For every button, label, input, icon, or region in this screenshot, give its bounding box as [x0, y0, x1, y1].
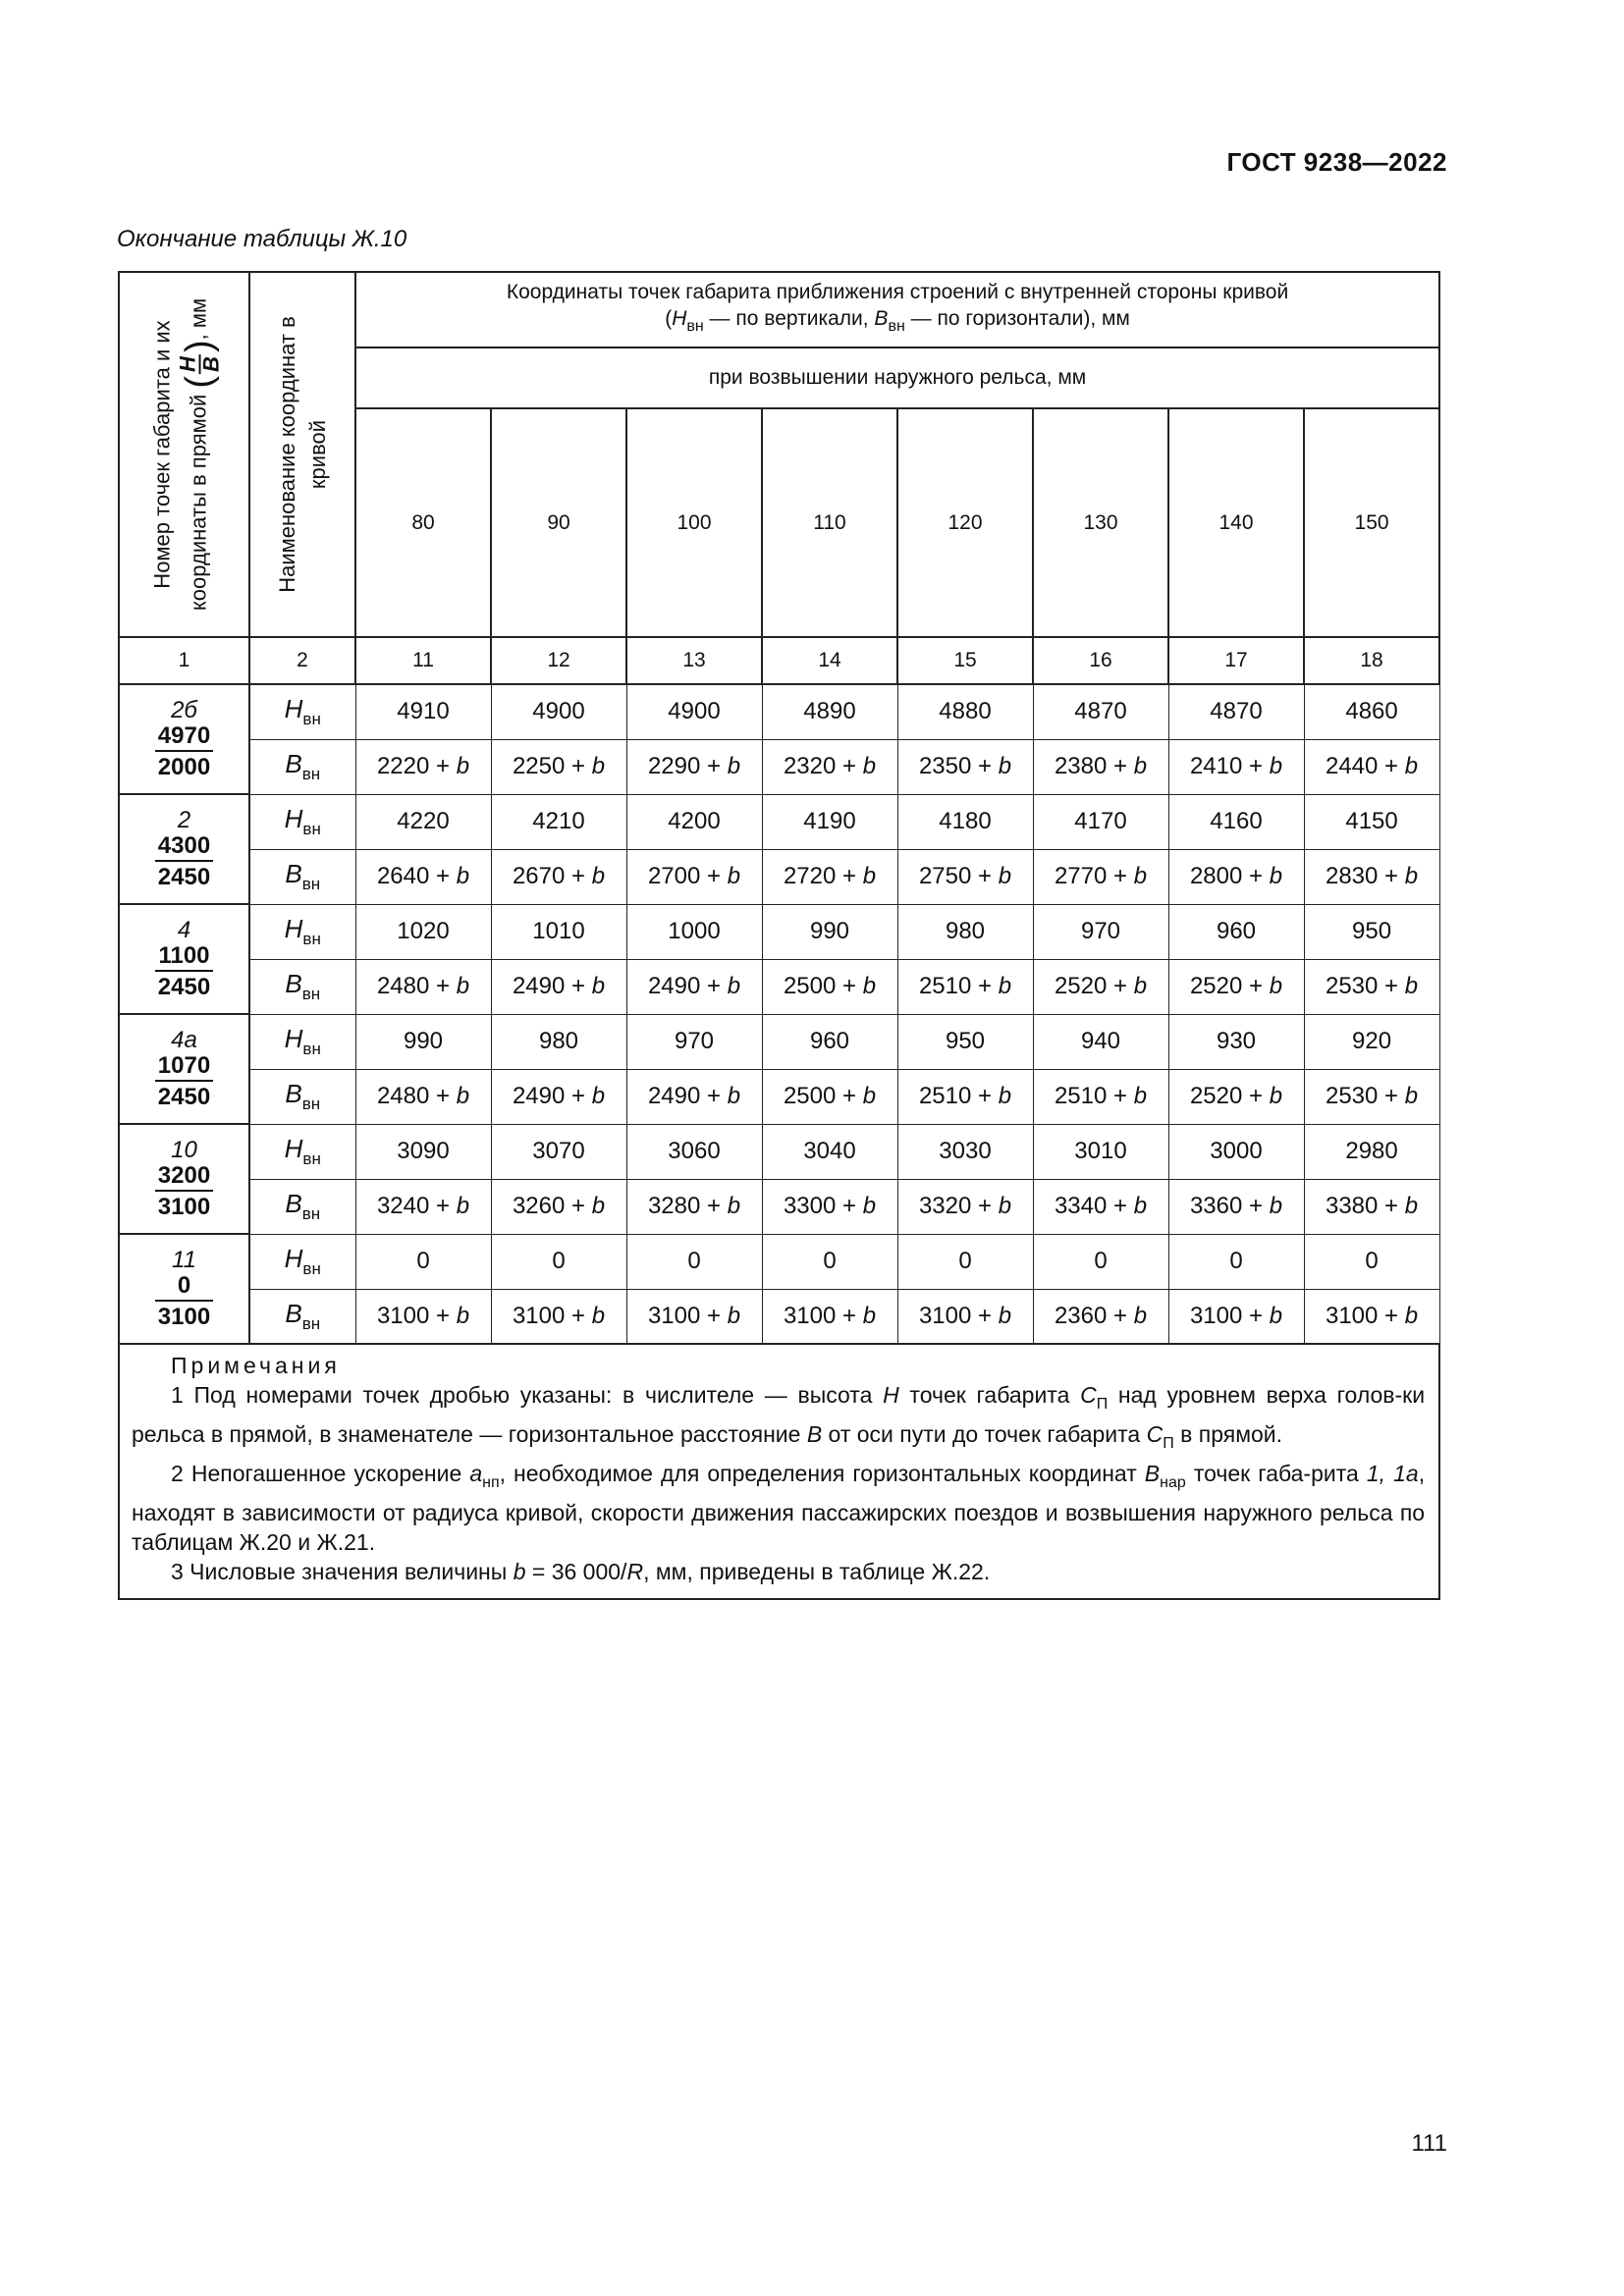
h-value-cell: 0 [1033, 1234, 1168, 1289]
h-value-cell: 940 [1033, 1014, 1168, 1069]
note-1: 1 Под номерами точек дробью указаны: в числителе — высота H точек габарита $С_П$ над уровнем верха голов-ки рельса в прямой, в знаменателе — горизонтальное расстояние B от оси пути до точек габарита $С_П$ в прямой. [132, 1382, 1426, 1452]
b-value-cell: 2480 + b [355, 1069, 491, 1124]
h-value-cell: 4860 [1304, 684, 1439, 739]
table-caption: Окончание таблицы Ж.10 [117, 226, 407, 252]
b-value-cell: 2290 + b [626, 739, 762, 794]
column-number-9: 18 [1304, 637, 1439, 684]
point-coords: $\frac{1070}{2450}$ [155, 1053, 213, 1110]
h-value-cell: 0 [491, 1234, 626, 1289]
h-value-cell: 3090 [355, 1124, 491, 1179]
h-value-cell: 4170 [1033, 794, 1168, 849]
elevation-header-5: 130 [1033, 408, 1168, 637]
b-value-cell: 2380 + b [1033, 739, 1168, 794]
h-value-cell: 3030 [897, 1124, 1033, 1179]
coord-b-label: $B_{вн}$ [249, 739, 355, 794]
coord-b-label: $B_{вн}$ [249, 1069, 355, 1124]
h-value-cell: 3060 [626, 1124, 762, 1179]
b-value-cell: 2500 + b [762, 1069, 897, 1124]
point-name: 2 [177, 807, 191, 833]
b-value-cell: 3380 + b [1304, 1179, 1439, 1234]
table-row [119, 1179, 1439, 1234]
b-value-cell: 2720 + b [762, 849, 897, 904]
h-value-cell: 3000 [1168, 1124, 1304, 1179]
b-value-cell: 3240 + b [355, 1179, 491, 1234]
h-value-cell: 3040 [762, 1124, 897, 1179]
point-name: 4 [177, 917, 191, 943]
header-coord-name: Наименование координат в кривой [249, 272, 355, 637]
elevation-header-0: 80 [355, 408, 491, 637]
page-number: 111 [1411, 2130, 1447, 2157]
coord-h-label: $H_{вн}$ [249, 1124, 355, 1179]
point-name: 2б [171, 697, 197, 723]
coord-h-label: $H_{вн}$ [249, 794, 355, 849]
table-row [119, 739, 1439, 794]
h-value-cell: 950 [897, 1014, 1033, 1069]
h-value-cell: 1020 [355, 904, 491, 959]
point-coords: $\frac{4300}{2450}$ [155, 833, 213, 890]
b-value-cell: 2700 + b [626, 849, 762, 904]
b-value-cell: 3260 + b [491, 1179, 626, 1234]
column-number-4: 13 [626, 637, 762, 684]
h-value-cell: 4180 [897, 794, 1033, 849]
b-value-cell: 3100 + b [762, 1289, 897, 1344]
elevation-header-3: 110 [762, 408, 897, 637]
b-value-cell: 3100 + b [897, 1289, 1033, 1344]
coord-b-label: $B_{вн}$ [249, 849, 355, 904]
h-value-cell: 1010 [491, 904, 626, 959]
coord-b-label: $B_{вн}$ [249, 959, 355, 1014]
h-value-cell: 990 [355, 1014, 491, 1069]
h-value-cell: 4150 [1304, 794, 1439, 849]
b-value-cell: 2770 + b [1033, 849, 1168, 904]
h-value-cell: 2980 [1304, 1124, 1439, 1179]
h-value-cell: 980 [897, 904, 1033, 959]
coord-h-label: $H_{вн}$ [249, 1234, 355, 1289]
coord-h-label: $H_{вн}$ [249, 1014, 355, 1069]
h-value-cell: 4910 [355, 684, 491, 739]
table-row [119, 1069, 1439, 1124]
h-value-cell: 4220 [355, 794, 491, 849]
h-value-cell: 4190 [762, 794, 897, 849]
b-value-cell: 2520 + b [1168, 959, 1304, 1014]
h-value-cell: 0 [1304, 1234, 1439, 1289]
column-number-6: 15 [897, 637, 1033, 684]
note-3: 3 Числовые значения величины b = 36 000/R, мм, приведены в таблице Ж.22. [171, 1559, 991, 1584]
elevation-header-1: 90 [491, 408, 626, 637]
b-value-cell: 2490 + b [626, 959, 762, 1014]
point-label [119, 1124, 249, 1234]
h-value-cell: 980 [491, 1014, 626, 1069]
header-subgroup: при возвышении наружного рельса, мм [355, 347, 1439, 409]
h-value-cell: 4900 [626, 684, 762, 739]
h-value-cell: 0 [355, 1234, 491, 1289]
h-value-cell: 0 [1168, 1234, 1304, 1289]
b-value-cell: 2530 + b [1304, 959, 1439, 1014]
h-value-cell: 0 [762, 1234, 897, 1289]
column-number-1: 2 [249, 637, 355, 684]
table-row [119, 959, 1439, 1014]
b-value-cell: 2250 + b [491, 739, 626, 794]
point-coords: $\frac{3200}{3100}$ [155, 1163, 213, 1220]
point-label [119, 904, 249, 1014]
h-value-cell: 960 [762, 1014, 897, 1069]
column-number-3: 12 [491, 637, 626, 684]
b-value-cell: 3100 + b [491, 1289, 626, 1344]
h-value-cell: 960 [1168, 904, 1304, 959]
table-row [119, 1014, 1439, 1069]
b-value-cell: 2220 + b [355, 739, 491, 794]
b-value-cell: 2490 + b [491, 1069, 626, 1124]
column-number-2: 11 [355, 637, 491, 684]
b-value-cell: 2440 + b [1304, 739, 1439, 794]
header-group: Координаты точек габарита приближения строений с внутренней стороны кривой ($H_{вн}$ — по вертикали, $B_{вн}$ — по горизонтали), мм [355, 272, 1439, 347]
coord-b-label: $B_{вн}$ [249, 1179, 355, 1234]
b-value-cell: 2510 + b [897, 1069, 1033, 1124]
point-coords: $\frac{4970}{2000}$ [155, 723, 213, 780]
column-number-0: 1 [119, 637, 249, 684]
point-label [119, 684, 249, 794]
h-value-cell: 0 [897, 1234, 1033, 1289]
elevation-header-6: 140 [1168, 408, 1304, 637]
b-value-cell: 3280 + b [626, 1179, 762, 1234]
h-value-cell: 950 [1304, 904, 1439, 959]
b-value-cell: 2480 + b [355, 959, 491, 1014]
table-row [119, 849, 1439, 904]
table-row [119, 1124, 1439, 1179]
h-value-cell: 4160 [1168, 794, 1304, 849]
point-name: 4а [171, 1027, 197, 1053]
b-value-cell: 3100 + b [1304, 1289, 1439, 1344]
b-value-cell: 2520 + b [1033, 959, 1168, 1014]
b-value-cell: 2670 + b [491, 849, 626, 904]
h-value-cell: 0 [626, 1234, 762, 1289]
b-value-cell: 2490 + b [626, 1069, 762, 1124]
note-2: 2 Непогашенное ускорение $a_{нп}$, необходимое для определения горизонтальных координат $B_{нар}$ точек габа-рита 1, 1а, находят в зависимости от радиуса кривой, скорости движения пассажирских поездов и возвышения наружного рельса по таблицам Ж.20 и Ж.21. [132, 1461, 1426, 1555]
column-number-8: 17 [1168, 637, 1304, 684]
point-name: 10 [171, 1137, 197, 1163]
b-value-cell: 2830 + b [1304, 849, 1439, 904]
point-label [119, 1014, 249, 1124]
b-value-cell: 3300 + b [762, 1179, 897, 1234]
table-row [119, 1234, 1439, 1289]
point-coords: $\frac{1100}{2450}$ [155, 943, 213, 1000]
point-name: 11 [172, 1247, 196, 1273]
header-point-number: Номер точек габарита и их координаты в прямой ( H B ), мм [119, 272, 249, 637]
h-value-cell: 4890 [762, 684, 897, 739]
b-value-cell: 2410 + b [1168, 739, 1304, 794]
h-value-cell: 3070 [491, 1124, 626, 1179]
coord-h-label: $H_{вн}$ [249, 684, 355, 739]
b-value-cell: 2500 + b [762, 959, 897, 1014]
b-value-cell: 3360 + b [1168, 1179, 1304, 1234]
b-value-cell: 2640 + b [355, 849, 491, 904]
table-row [119, 794, 1439, 849]
table-notes [119, 1344, 1439, 1599]
h-value-cell: 4900 [491, 684, 626, 739]
elevation-header-4: 120 [897, 408, 1033, 637]
point-label [119, 794, 249, 904]
b-value-cell: 2490 + b [491, 959, 626, 1014]
elevation-header-7: 150 [1304, 408, 1439, 637]
h-value-cell: 930 [1168, 1014, 1304, 1069]
h-value-cell: 970 [626, 1014, 762, 1069]
b-value-cell: 2360 + b [1033, 1289, 1168, 1344]
table-row [119, 904, 1439, 959]
b-value-cell: 2510 + b [897, 959, 1033, 1014]
coord-b-label: $B_{вн}$ [249, 1289, 355, 1344]
clearance-table [118, 271, 1440, 1600]
h-value-cell: 4870 [1168, 684, 1304, 739]
h-value-cell: 3010 [1033, 1124, 1168, 1179]
b-value-cell: 2320 + b [762, 739, 897, 794]
b-value-cell: 2800 + b [1168, 849, 1304, 904]
table-row [119, 1289, 1439, 1344]
b-value-cell: 3320 + b [897, 1179, 1033, 1234]
b-value-cell: 3100 + b [1168, 1289, 1304, 1344]
b-value-cell: 3340 + b [1033, 1179, 1168, 1234]
h-value-cell: 990 [762, 904, 897, 959]
b-value-cell: 3100 + b [626, 1289, 762, 1344]
point-coords: $\frac{0}{3100}$ [155, 1273, 213, 1330]
standard-id: ГОСТ 9238—2022 [1226, 147, 1447, 177]
h-value-cell: 920 [1304, 1014, 1439, 1069]
b-value-cell: 2350 + b [897, 739, 1033, 794]
h-value-cell: 1000 [626, 904, 762, 959]
notes-title: Примечания [171, 1353, 341, 1378]
column-number-7: 16 [1033, 637, 1168, 684]
h-value-cell: 4200 [626, 794, 762, 849]
b-value-cell: 3100 + b [355, 1289, 491, 1344]
point-label [119, 1234, 249, 1344]
h-value-cell: 4870 [1033, 684, 1168, 739]
b-value-cell: 2530 + b [1304, 1069, 1439, 1124]
h-value-cell: 4210 [491, 794, 626, 849]
b-value-cell: 2750 + b [897, 849, 1033, 904]
coord-h-label: $H_{вн}$ [249, 904, 355, 959]
b-value-cell: 2510 + b [1033, 1069, 1168, 1124]
column-number-5: 14 [762, 637, 897, 684]
h-value-cell: 4880 [897, 684, 1033, 739]
b-value-cell: 2520 + b [1168, 1069, 1304, 1124]
table-row [119, 684, 1439, 739]
h-value-cell: 970 [1033, 904, 1168, 959]
elevation-header-2: 100 [626, 408, 762, 637]
